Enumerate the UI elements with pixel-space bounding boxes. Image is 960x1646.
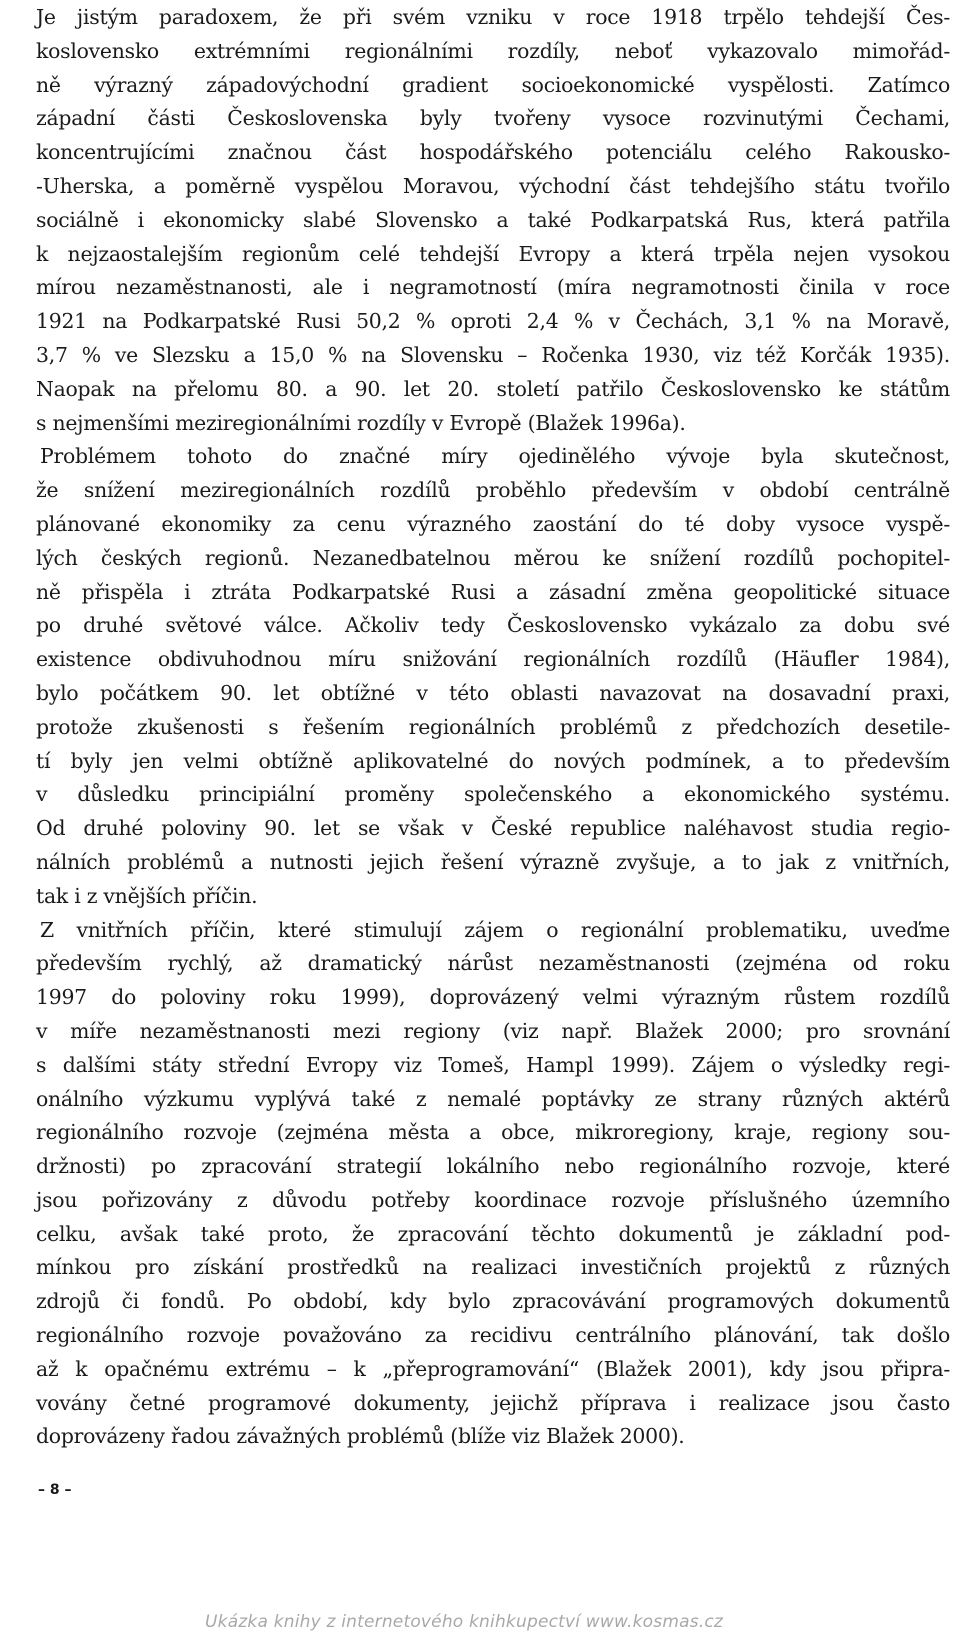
text-line: -Uherska, a poměrně vyspělou Moravou, východní část tehdejšího státu tvořilo (36, 173, 950, 198)
text-line: v důsledku principiální proměny společenského a ekonomického systému. (36, 782, 950, 807)
text-line: k nejzaostalejším regionům celé tehdejší Evropy a která trpěla nejen vysokou (36, 241, 950, 266)
text-line: celku, avšak také proto, že zpracování těchto dokumentů je základní pod- (36, 1221, 950, 1246)
text-line: ně výrazný západovýchodní gradient socioekonomické vyspělosti. Zatímco (36, 72, 950, 97)
text-line: Z vnitřních příčin, které stimulují zájem o regionální problematiku, uveďme (40, 917, 950, 942)
footer-note: Ukázka knihy z internetového knihkupectví www.kosmas.cz (205, 1612, 724, 1632)
text-line: onálního výzkumu vyplývá také z nemalé poptávky ze strany různých aktérů (36, 1086, 950, 1111)
text-line: že snížení meziregionálních rozdílů proběhlo především v období centrálně (36, 478, 950, 503)
text-line: v míře nezaměstnanosti mezi regiony (viz např. Blažek 2000; pro srovnání (36, 1018, 950, 1043)
text-line: 1921 na Podkarpatské Rusi 50,2 % oproti 2,4 % v Čechách, 3,1 % na Moravě, (36, 309, 950, 334)
text-line: bylo počátkem 90. let obtížné v této oblasti navazovat na dosavadní praxi, (36, 680, 950, 705)
text-line: koslovensko extrémními regionálními rozdíly, neboť vykazovalo mimořád- (36, 38, 950, 63)
text-line: až k opačnému extrému – k „přeprogramování“ (Blažek 2001), kdy jsou připra- (36, 1356, 950, 1381)
text-line: koncentrujícími značnou část hospodářského potenciálu celého Rakousko- (36, 140, 950, 165)
text-line: jsou pořizovány z důvodu potřeby koordinace rozvoje příslušného územního (36, 1187, 950, 1212)
text-line: 3,7 % ve Slezsku a 15,0 % na Slovensku – Ročenka 1930, viz též Korčák 1935). (36, 342, 950, 367)
text-line: především rychlý, až dramatický nárůst nezaměstnanosti (zejména od roku (36, 951, 950, 976)
text-line: Naopak na přelomu 80. a 90. let 20. století patřilo Československo ke státům (36, 376, 950, 401)
text-line: regionálního rozvoje považováno za recidivu centrálního plánování, tak došlo (36, 1323, 950, 1348)
text-line: s dalšími státy střední Evropy viz Tomeš, Hampl 1999). Zájem o výsledky regi- (36, 1052, 950, 1077)
text-line: mírou nezaměstnanosti, ale i negramotností (míra negramotnosti činila v roce (36, 275, 950, 300)
text-line: po druhé světové válce. Ačkoliv tedy Československo vykázalo za dobu své (36, 613, 950, 638)
body-text (36, 1, 950, 1454)
text-line: vovány četné programové dokumenty, jejichž příprava i realizace jsou často (36, 1390, 950, 1415)
text-line: protože zkušenosti s řešením regionálních problémů z předchozích desetile- (36, 714, 950, 739)
page-number: – 8 – (38, 1482, 72, 1498)
text-line: regionálního rozvoje (zejména města a obce, mikroregiony, kraje, regiony sou- (36, 1120, 950, 1145)
text-line: Problémem tohoto do značné míry ojedinělého vývoje byla skutečnost, (40, 444, 950, 469)
text-line: s nejmenšími meziregionálními rozdíly v Evropě (Blažek 1996a). (36, 410, 686, 435)
text-line: zdrojů či fondů. Po období, kdy bylo zpracovávání programových dokumentů (36, 1289, 950, 1314)
text-line: tí byly jen velmi obtížně aplikovatelné do nových podmínek, a to především (36, 748, 950, 773)
text-line: mínkou pro získání prostředků na realizaci investičních projektů z různých (36, 1255, 950, 1280)
text-line: sociálně i ekonomicky slabé Slovensko a také Podkarpatská Rus, která patřila (36, 207, 950, 232)
text-line: tak i z vnějších příčin. (36, 883, 258, 908)
text-line: existence obdivuhodnou míru snižování regionálních rozdílů (Häufler 1984), (36, 647, 950, 672)
text-line: Od druhé poloviny 90. let se však v České republice naléhavost studia regio- (36, 816, 950, 841)
text-line: lých českých regionů. Nezanedbatelnou měrou ke snížení rozdílů pochopitel- (36, 545, 950, 570)
text-line: plánované ekonomiky za cenu výrazného zaostání do té doby vysoce vyspě- (36, 511, 950, 536)
text-line: 1997 do poloviny roku 1999), doprovázený velmi výrazným růstem rozdílů (36, 985, 950, 1010)
text-line: ně přispěla i ztráta Podkarpatské Rusi a zásadní změna geopolitické situace (36, 579, 950, 604)
text-line: držnosti) po zpracování strategií lokálního nebo regionálního rozvoje, které (36, 1154, 950, 1179)
text-line: nálních problémů a nutnosti jejich řešení výrazně zvyšuje, a to jak z vnitřních, (36, 849, 950, 874)
text-line: doprovázeny řadou závažných problémů (blíže viz Blažek 2000). (36, 1424, 685, 1449)
text-line: západní části Československa byly tvořeny vysoce rozvinutými Čechami, (36, 106, 950, 131)
text-line: Je jistým paradoxem, že při svém vzniku v roce 1918 trpělo tehdejší Čes- (36, 5, 950, 29)
